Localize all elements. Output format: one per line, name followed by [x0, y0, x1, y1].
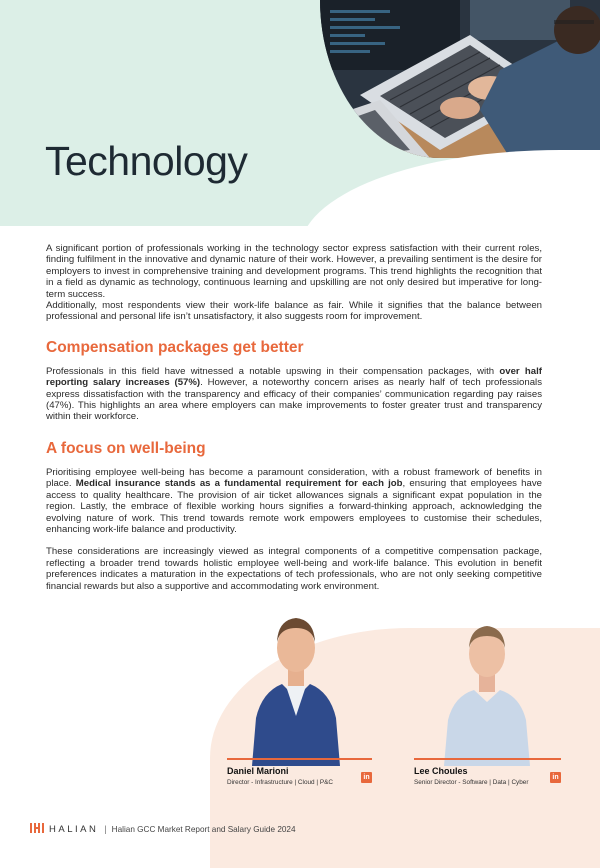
footer-separator: | [104, 824, 107, 834]
contact-name-1: Daniel Marioni [227, 766, 289, 776]
wellbeing-highlight: Medical insurance stands as a fundamental requirement for each job [75, 478, 403, 490]
section-heading-wellbeing: A focus on well-being [46, 439, 206, 457]
intro-paragraph-1: A significant portion of professionals working in the technology sector express satisfaction with their current roles, finding fulfilment in the innovative and dynamic nature of their work. However, a prevailing sentiment is the desire for employers to invest in comprehensive training and development programs. This trend highlights the recognition that in a field as dynamic as technology, continuous learning and upskilling are not only desired but imperative for long-term success. [46, 243, 542, 300]
page-title: Technology [45, 138, 248, 184]
footer-guide-title: Halian GCC Market Report and Salary Guide 2024 [111, 824, 296, 834]
contact-divider-1 [227, 758, 372, 760]
contact-name-2: Lee Choules [414, 766, 468, 776]
halian-logo-icon [30, 820, 44, 838]
wellbeing-paragraph-1 [46, 467, 542, 535]
wellbeing-text: Prioritising employee well-being has become a paramount consideration, with a robust framework of benefits in place. [46, 466, 542, 490]
contact-divider-2 [414, 758, 561, 760]
compensation-text: Professionals in this field have witnessed a notable upswing in their compensation packages, with [46, 365, 500, 377]
main-content [46, 243, 542, 592]
portrait-daniel-marioni [248, 606, 344, 766]
linkedin-icon[interactable]: in [361, 772, 372, 783]
intro-paragraph-2: Additionally, most respondents view their work-life balance as fair. While it signifies that the balance between professional and personal life isn’t unsatisfactory, it also suggests room for improvement. [46, 300, 542, 323]
wellbeing-text-end: , ensuring that employees have access to quality healthcare. The provision of air ticket allowances signals a significant expat population in the region. Lastly, the embrace of flexible working hours signifies a forward-thinking approach, acknowledging the evolving nature of work. This trend towards remote work empowers employees to customise their schedules, enhancing work-life balance and productivity. [46, 478, 542, 535]
contact-role-1: Director - Infrastructure | Cloud | P&C [227, 779, 333, 786]
compensation-text-end: . However, a noteworthy concern arises as nearly half of tech professionals express dissatisfaction with the transparency and efficacy of their companies’ communication regarding pay raises (47%). This highlights an area where employers can make improvements to foster greater trust and transparency within their workforce. [46, 377, 542, 423]
page-footer [30, 823, 296, 835]
linkedin-icon[interactable]: in [550, 772, 561, 783]
compensation-paragraph [46, 366, 542, 423]
contact-role-2: Senior Director - Software | Data | Cyber [414, 779, 529, 786]
compensation-highlight: over half reporting salary increases (57%) [46, 365, 542, 389]
wellbeing-paragraph-2: These considerations are increasingly viewed as integral components of a competitive compensation package, reflecting a broader trend towards holistic employee well-being and work-life balance. This evolution in benefit preferences indicates a maturation in the expectations of tech professionals, who are not only seeking competitive financial rewards but also a supportive and accommodating work environment. [46, 546, 542, 592]
portrait-lee-choules [440, 616, 534, 766]
section-heading-compensation: Compensation packages get better [46, 338, 304, 356]
footer-brand: HALIAN [49, 823, 99, 835]
